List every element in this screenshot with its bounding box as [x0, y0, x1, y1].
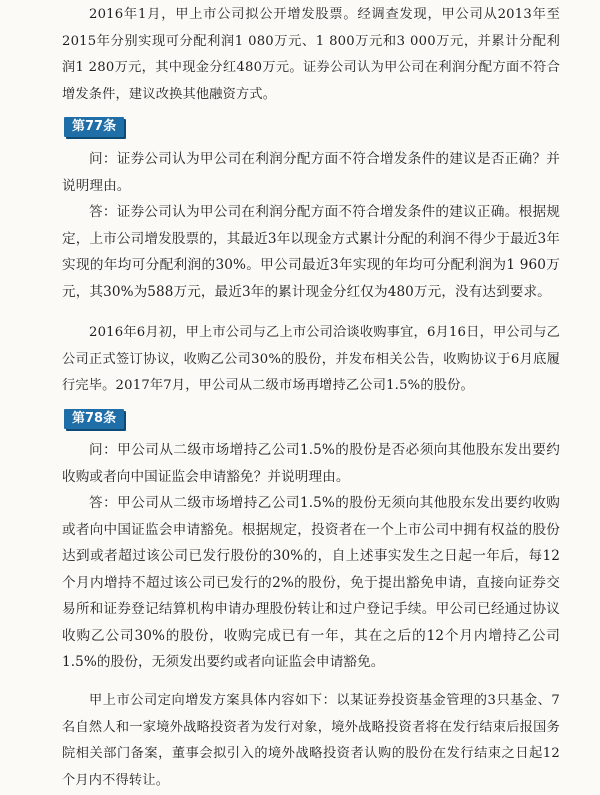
article-77-question: 问：证券公司认为甲公司在利润分配方面不符合增发条件的建议是否正确？并说明理由。 — [62, 151, 560, 194]
case-paragraph-3: 甲上市公司定向增发方案具体内容如下：以某证券投资基金管理的3只基金、7名自然人和一家境外战略投资者为发行对象，境外战略投资者将在发行结束后报国务院相关部门备案，董事会拟引入的境外战略投资者认购的股份在发行结束之日起12个月内不得转让。 — [62, 693, 560, 788]
article-78-question: 问：甲公司从二级市场增持乙公司1.5%的股份是否必须向其他股东发出要约收购或者向中国证监会申请豁免？并说明理由。 — [62, 442, 560, 485]
article-77-answer: 答：证券公司认为甲公司在利润分配方面不符合增发条件的建议正确。根据规定，上市公司增发股票的，其最近3年以现金方式累计分配的利润不得少于最近3年实现的年均可分配利润的30%。甲公司最近3年实现的年均可分配利润为1 960万元，其30%为588万元，最近3年的累计现金分红仅为480万元，没有达到要求。 — [62, 204, 560, 300]
case-paragraph-1: 2016年1月，甲上市公司拟公开增发股票。经调查发现，甲公司从2013年至2015年分别实现可分配利润1 080万元、1 800万元和3 000万元，并累计分配利润1 280万元，其中现金分红480万元。证券公司认为甲公司在利润分配方面不符合增发条件，建议改换其他融资方式。 — [62, 7, 560, 102]
article-78-badge: 第78条 — [64, 409, 124, 429]
article-77-badge: 第77条 — [64, 117, 124, 137]
article-78-answer: 答：甲公司从二级市场增持乙公司1.5%的股份无须向其他股东发出要约收购或者向中国证监会申请豁免。根据规定，投资者在一个上市公司中拥有权益的股份达到或者超过该公司已发行股份的30%的，自上述事实发生之日起一年后，每12个月内增持不超过该公司已发行的2%的股份，免于提出豁免申请，直接向证券交易所和证券登记结算机构申请办理股份转让和过户登记手续。甲公司已经通过协议收购乙公司30%的股份，收购完成已有一年，其在之后的12个月内增持乙公司1.5%的股份，无须发出要约或者向证监会申请豁免。 — [62, 495, 560, 670]
case-paragraph-2: 2016年6月初，甲上市公司与乙上市公司洽谈收购事宜，6月16日，甲公司与乙公司正式签订协议，收购乙公司30%的股份，并发布相关公告，收购协议于6月底履行完毕。2017年7月，甲公司从二级市场再增持乙公司1.5%的股份。 — [62, 325, 560, 393]
